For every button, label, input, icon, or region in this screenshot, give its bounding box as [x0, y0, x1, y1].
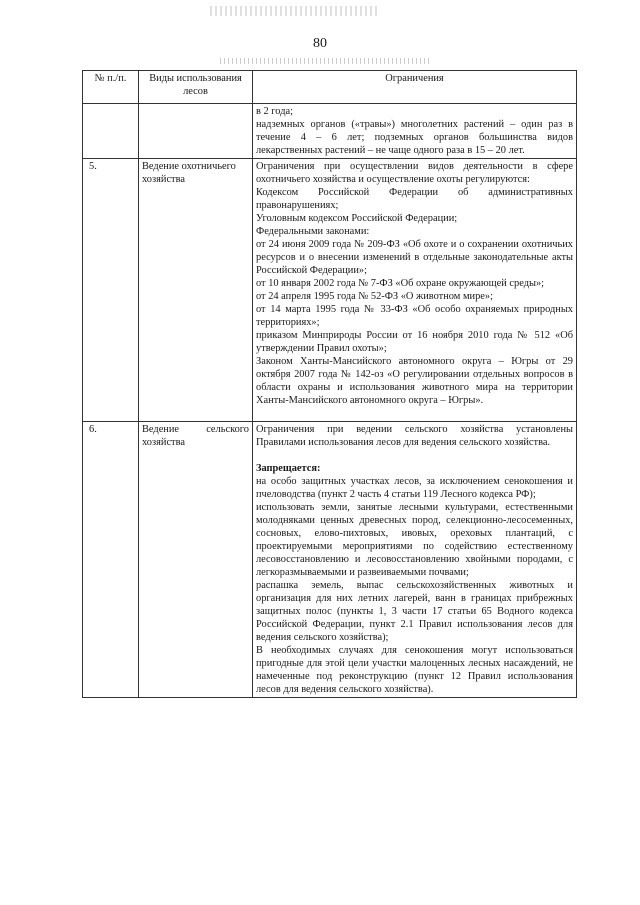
row-number — [83, 104, 139, 159]
row-kind: Ведение сельского хозяйства — [139, 422, 253, 698]
header-restrictions: Ограничения — [253, 71, 577, 104]
restriction-line: Кодексом Российской Федерации об административных правонарушениях; — [256, 187, 573, 211]
row-number: 6. — [83, 422, 139, 698]
page-number: 80 — [313, 36, 327, 51]
restriction-line: В необходимых случаях для сенокошения могут использоваться пригодные для этой цели участки малоценных лесных насаждений, не намеченные под реконструкцию (пункт 12 Правил использования лесов для ведения сельского хозяйства). — [256, 645, 573, 695]
row-restrictions — [253, 159, 577, 422]
spacer — [256, 407, 573, 420]
restriction-line: приказом Минприроды России от 16 ноября 2010 года № 512 «Об утверждении Правил охоты»; — [256, 330, 573, 354]
row-number: 5. — [83, 159, 139, 422]
header-num: № п./п. — [83, 71, 139, 104]
restriction-line: Федеральными законами: — [256, 226, 370, 237]
restriction-heading: Запрещается: — [256, 463, 321, 474]
row-kind — [139, 104, 253, 159]
table-header-row — [83, 71, 577, 104]
header-kinds: Виды использования лесов — [139, 71, 253, 104]
restriction-line: надземных органов («травы») многолетних растений – один раз в течение 4 – 6 лет; подземных органов большинства видов лекарственных растений – не чаще одного раза в 15 – 20 лет. — [256, 119, 573, 156]
table-row — [83, 159, 577, 422]
row-restrictions — [253, 104, 577, 159]
restrictions-table — [82, 70, 577, 698]
restriction-line: от 24 июня 2009 года № 209-ФЗ «Об охоте и о сохранении охотничьих ресурсов и о внесении изменений в отдельные законодательные акты Российской Федерации»; — [256, 239, 573, 276]
restriction-line: использовать земли, занятые лесными культурами, естественными молодняками ценных древесных пород, селекционно-лесосеменных, сосновых, елово-пихтовых, ивовых, ореховых плантаций, с проектируемыми мероприятиями по содействию естественному лесовосстановлению и лесовосстановлению хвойными породами, с легкоразмываемыми и развеиваемыми почвами; — [256, 502, 573, 578]
restriction-line: Законом Ханты-Мансийского автономного округа – Югры от 29 октября 2007 года № 142-оз «О регулировании отдельных вопросов в области охраны и использования животного мира на территории Ханты-Мансийского автономного округа – Югры». — [256, 356, 573, 406]
restriction-line: Ограничения при ведении сельского хозяйства установлены Правилами использования лесов для ведения сельского хозяйства. — [256, 424, 573, 448]
row-restrictions — [253, 422, 577, 698]
table-row — [83, 422, 577, 698]
scan-artifact — [220, 58, 430, 64]
restriction-line: от 24 апреля 1995 года № 52-ФЗ «О животном мире»; — [256, 291, 493, 302]
restriction-line: Ограничения при осуществлении видов деятельности в сфере охотничьего хозяйства и осуществление охоты регулируются: — [256, 161, 573, 185]
scan-artifact — [210, 6, 380, 16]
restriction-line: от 14 марта 1995 года № 33-ФЗ «Об особо охраняемых природных территориях»; — [256, 304, 573, 328]
restriction-line: от 10 января 2002 года № 7-ФЗ «Об охране окружающей среды»; — [256, 278, 545, 289]
restriction-line: Уголовным кодексом Российской Федерации; — [256, 213, 458, 224]
restriction-line: на особо защитных участках лесов, за исключением сенокошения и пчеловодства (пункт 2 часть 4 статьи 119 Лесного кодекса РФ); — [256, 476, 573, 500]
table-row — [83, 104, 577, 159]
spacer — [256, 449, 573, 462]
restriction-line: в 2 года; — [256, 106, 293, 117]
restriction-line: распашка земель, выпас сельскохозяйственных животных и организация для них летних лагерей, ванн в границах прибрежных защитных полос (пункты 1, 3 части 17 статьи 65 Водного кодекса Российской Федерации, пункт 2.1 Правил использования лесов для ведения сельского хозяйства); — [256, 580, 573, 643]
row-kind: Ведение охотничьего хозяйства — [139, 159, 253, 422]
